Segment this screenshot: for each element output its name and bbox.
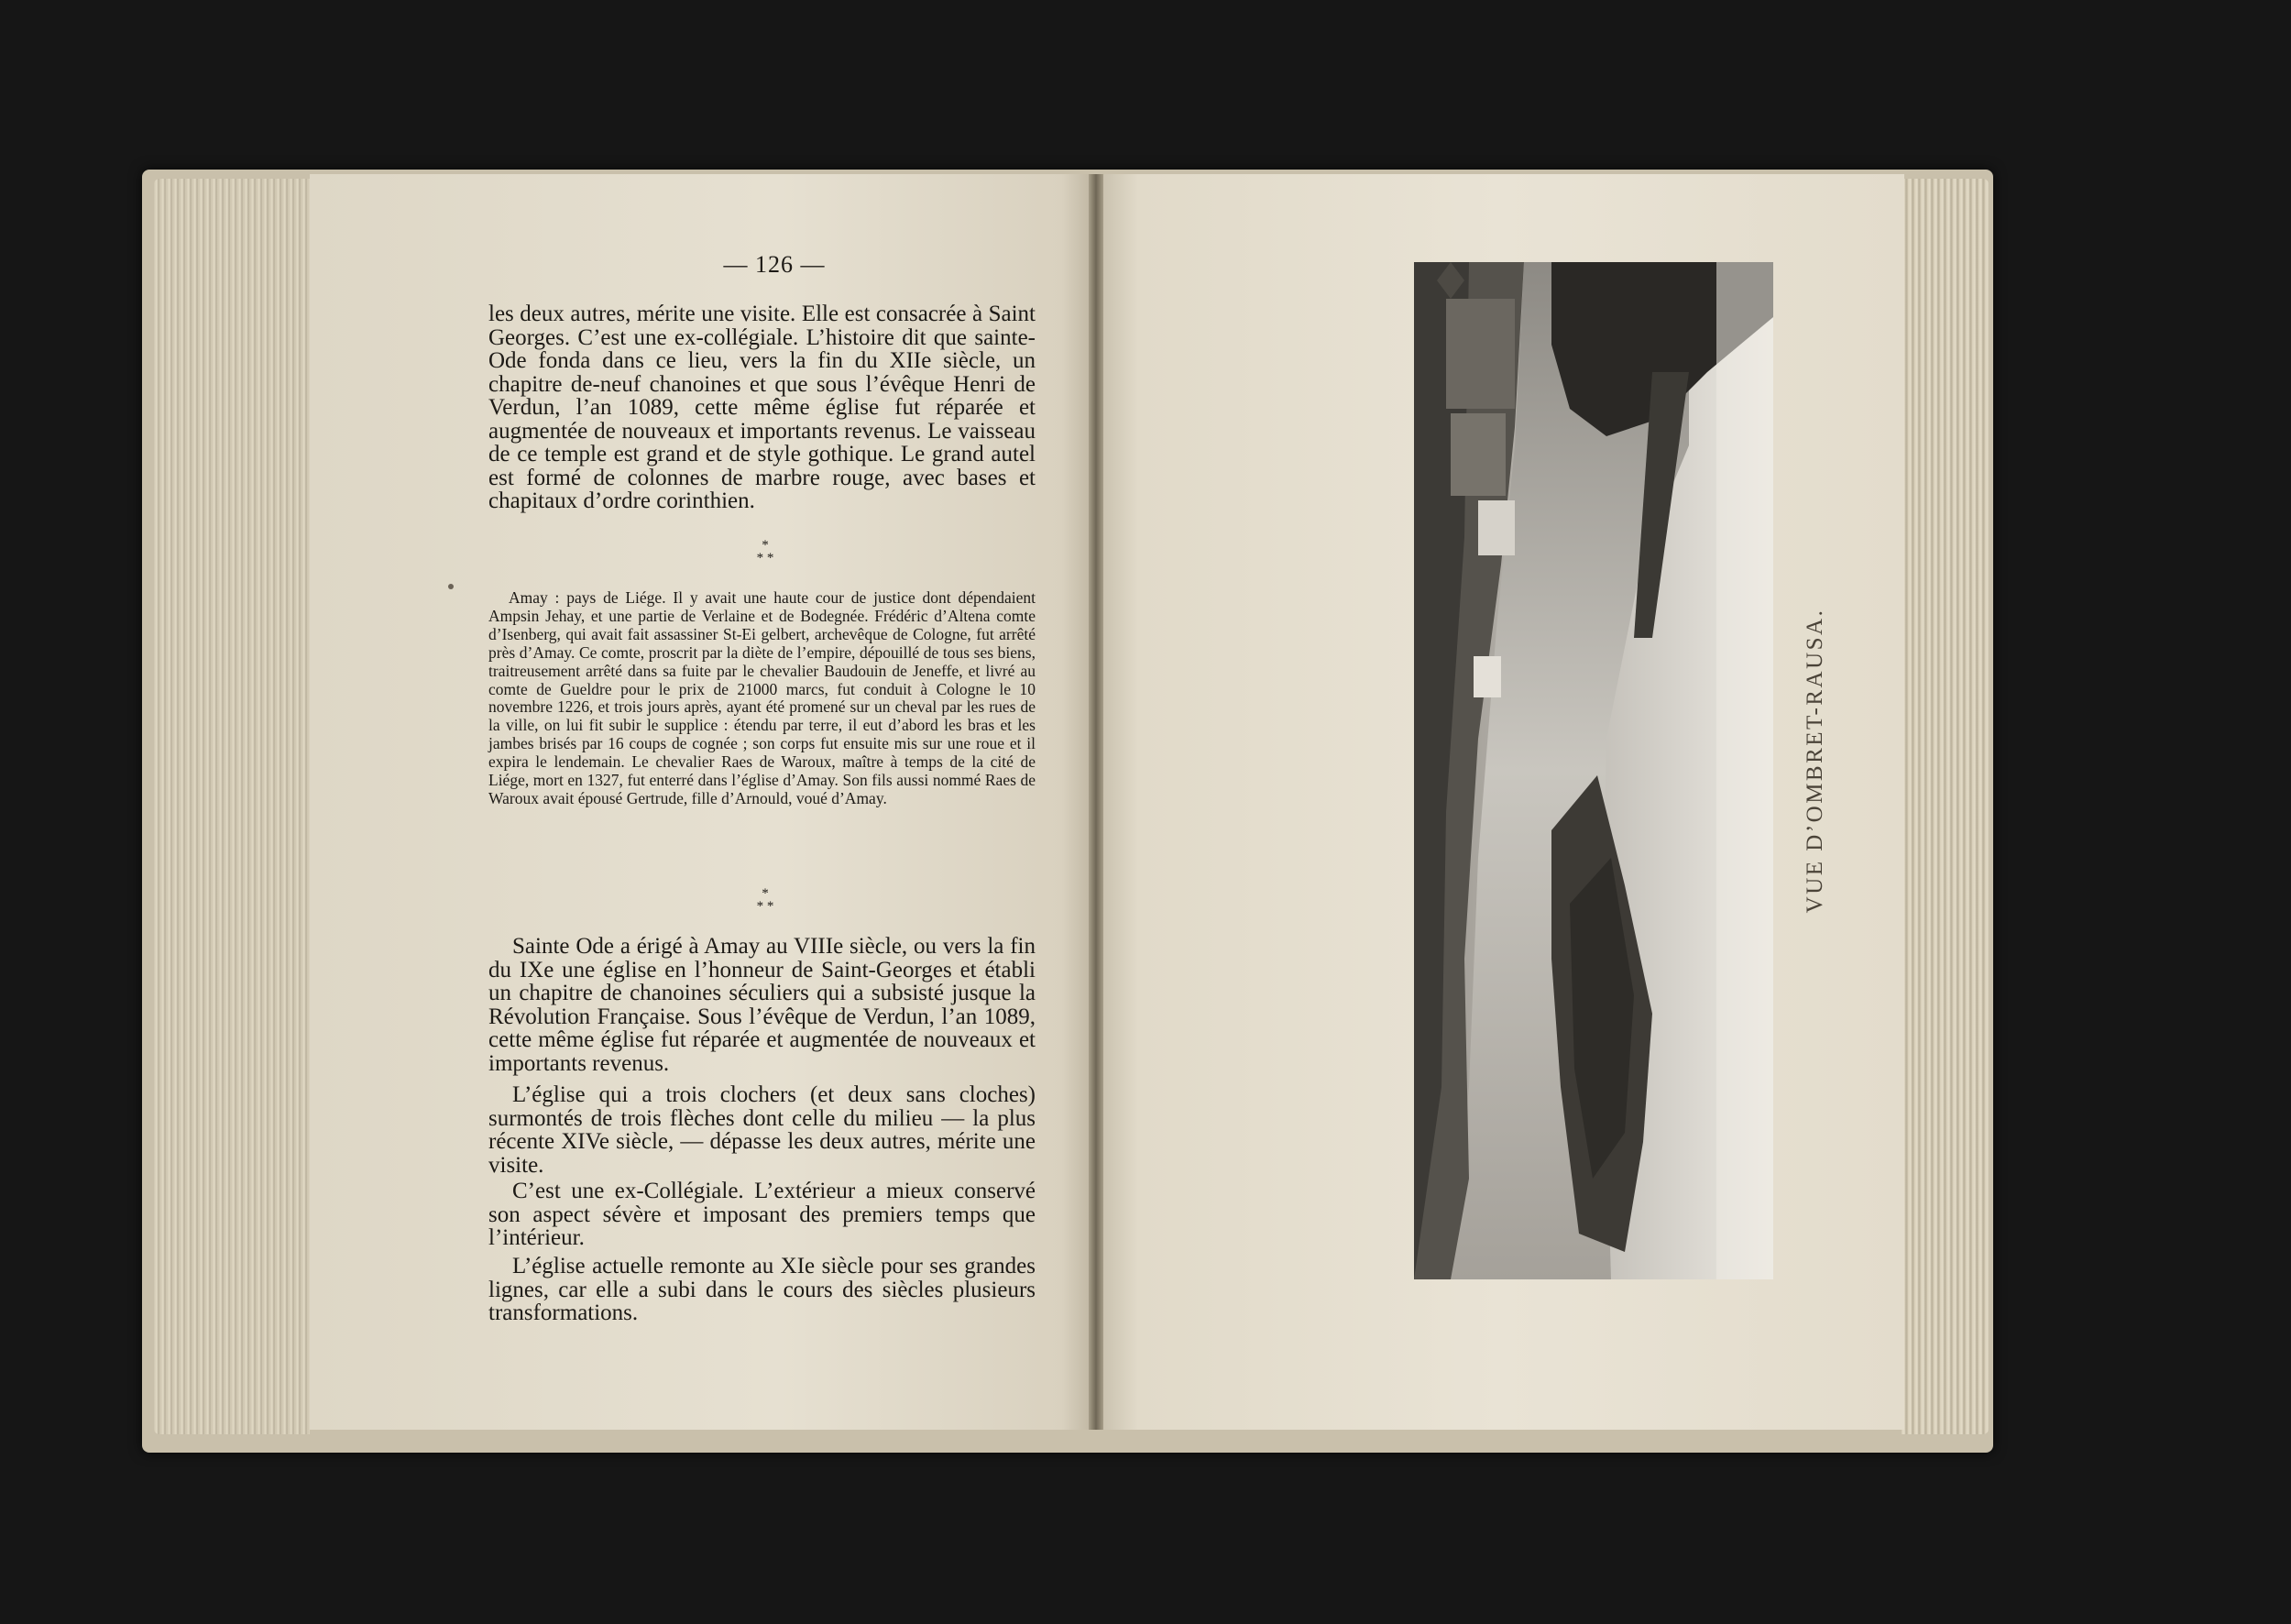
page-edges-right [1902, 179, 1989, 1434]
book-gutter [1089, 174, 1103, 1430]
page-number: — 126 — [723, 251, 826, 278]
paragraph-eglise-actuelle: L’église actuelle remonte au XIe siècle pour ses grandes lignes, car elle a subi dans le cours des siècles plusieurs transformations. [488, 1254, 1036, 1325]
page-edges-left [154, 179, 310, 1434]
paragraph-sainte-ode: Sainte Ode a érigé à Amay au VIIIe siècle, ou vers la fin du IXe une église en l’honneur de Saint-Georges et établi un chapitre de chanoines séculiers qui a subsisté jusque la Révolution Française. Sous l’évêque de Verdun, l’an 1089, cette même église fut réparée et augmentée de nouveaux et importants revenus. [488, 934, 1036, 1076]
section-separator: * * * [756, 886, 774, 914]
photo-caption: VUE D’OMBRET-RAUSA. [1803, 608, 1827, 914]
paragraph-ex-collegiale: C’est une ex-Collégiale. L’extérieur a mieux conservé son aspect sévère et imposant des premiers temps que l’intérieur. [488, 1179, 1036, 1250]
paragraph-clochers: L’église qui a trois clochers (et deux sans cloches) surmontés de trois flèches dont celle du milieu — la plus récente XIVe siècle, — dépasse les deux autres, mérite une visite. [488, 1082, 1036, 1178]
section-separator: * * * [756, 538, 774, 565]
ink-speck [448, 584, 454, 589]
footnote-amay: Amay : pays de Liége. Il y avait une haute cour de justice dont dépendaient Ampsin Jehay, et une partie de Verlaine et de Bodegnée. Frédéric d’Altena comte d’Isenberg, qui avait fait assassiner St-Ei gelbert, archevêque de Cologne, fut arrêté près d’Amay. Ce comte, proscrit par la diète de l’empire, dépouillé de tous ses biens, traitreusement arrêté dans sa fuite par le chevalier Baudouin de Jeneffe, et livré au comte de Gueldre pour le prix de 21000 marcs, fut conduit à Cologne le 10 novembre 1226, et trois jours après, ayant été promené sur un cheval par les rues de la ville, on lui fit subir le supplice : étendu par terre, il eut d’abord les bras et les jambes brisés par 16 coups de cognée ; son corps fut ensuite mis sur une roue et il expira le lendemain. Le chevalier Raes de Waroux, maître à temps de la cité de Liége, mort en 1327, fut enterré dans l’église d’Amay. Son fils aussi nommé Raes de Waroux avait épousé Gertrude, fille d’Arnould, voué d’Amay. [488, 588, 1036, 807]
paragraph-continued: les deux autres, mérite une visite. Elle est consacrée à Saint Georges. C’est une ex-collégiale. L’histoire dit que sainte-Ode fonda dans ce lieu, vers la fin du XIIe siècle, un chapitre de-neuf chanoines et que sous l’évêque Henri de Verdun, l’an 1089, cette même église fut réparée et augmentée de nouveaux et importants revenus. Le vaisseau de ce temple est grand et de style gothique. Le grand autel est formé de colonnes de marbre rouge, avec bases et chapitaux d’ordre corinthien. [488, 302, 1036, 513]
river-landscape-photo [1414, 262, 1773, 1279]
